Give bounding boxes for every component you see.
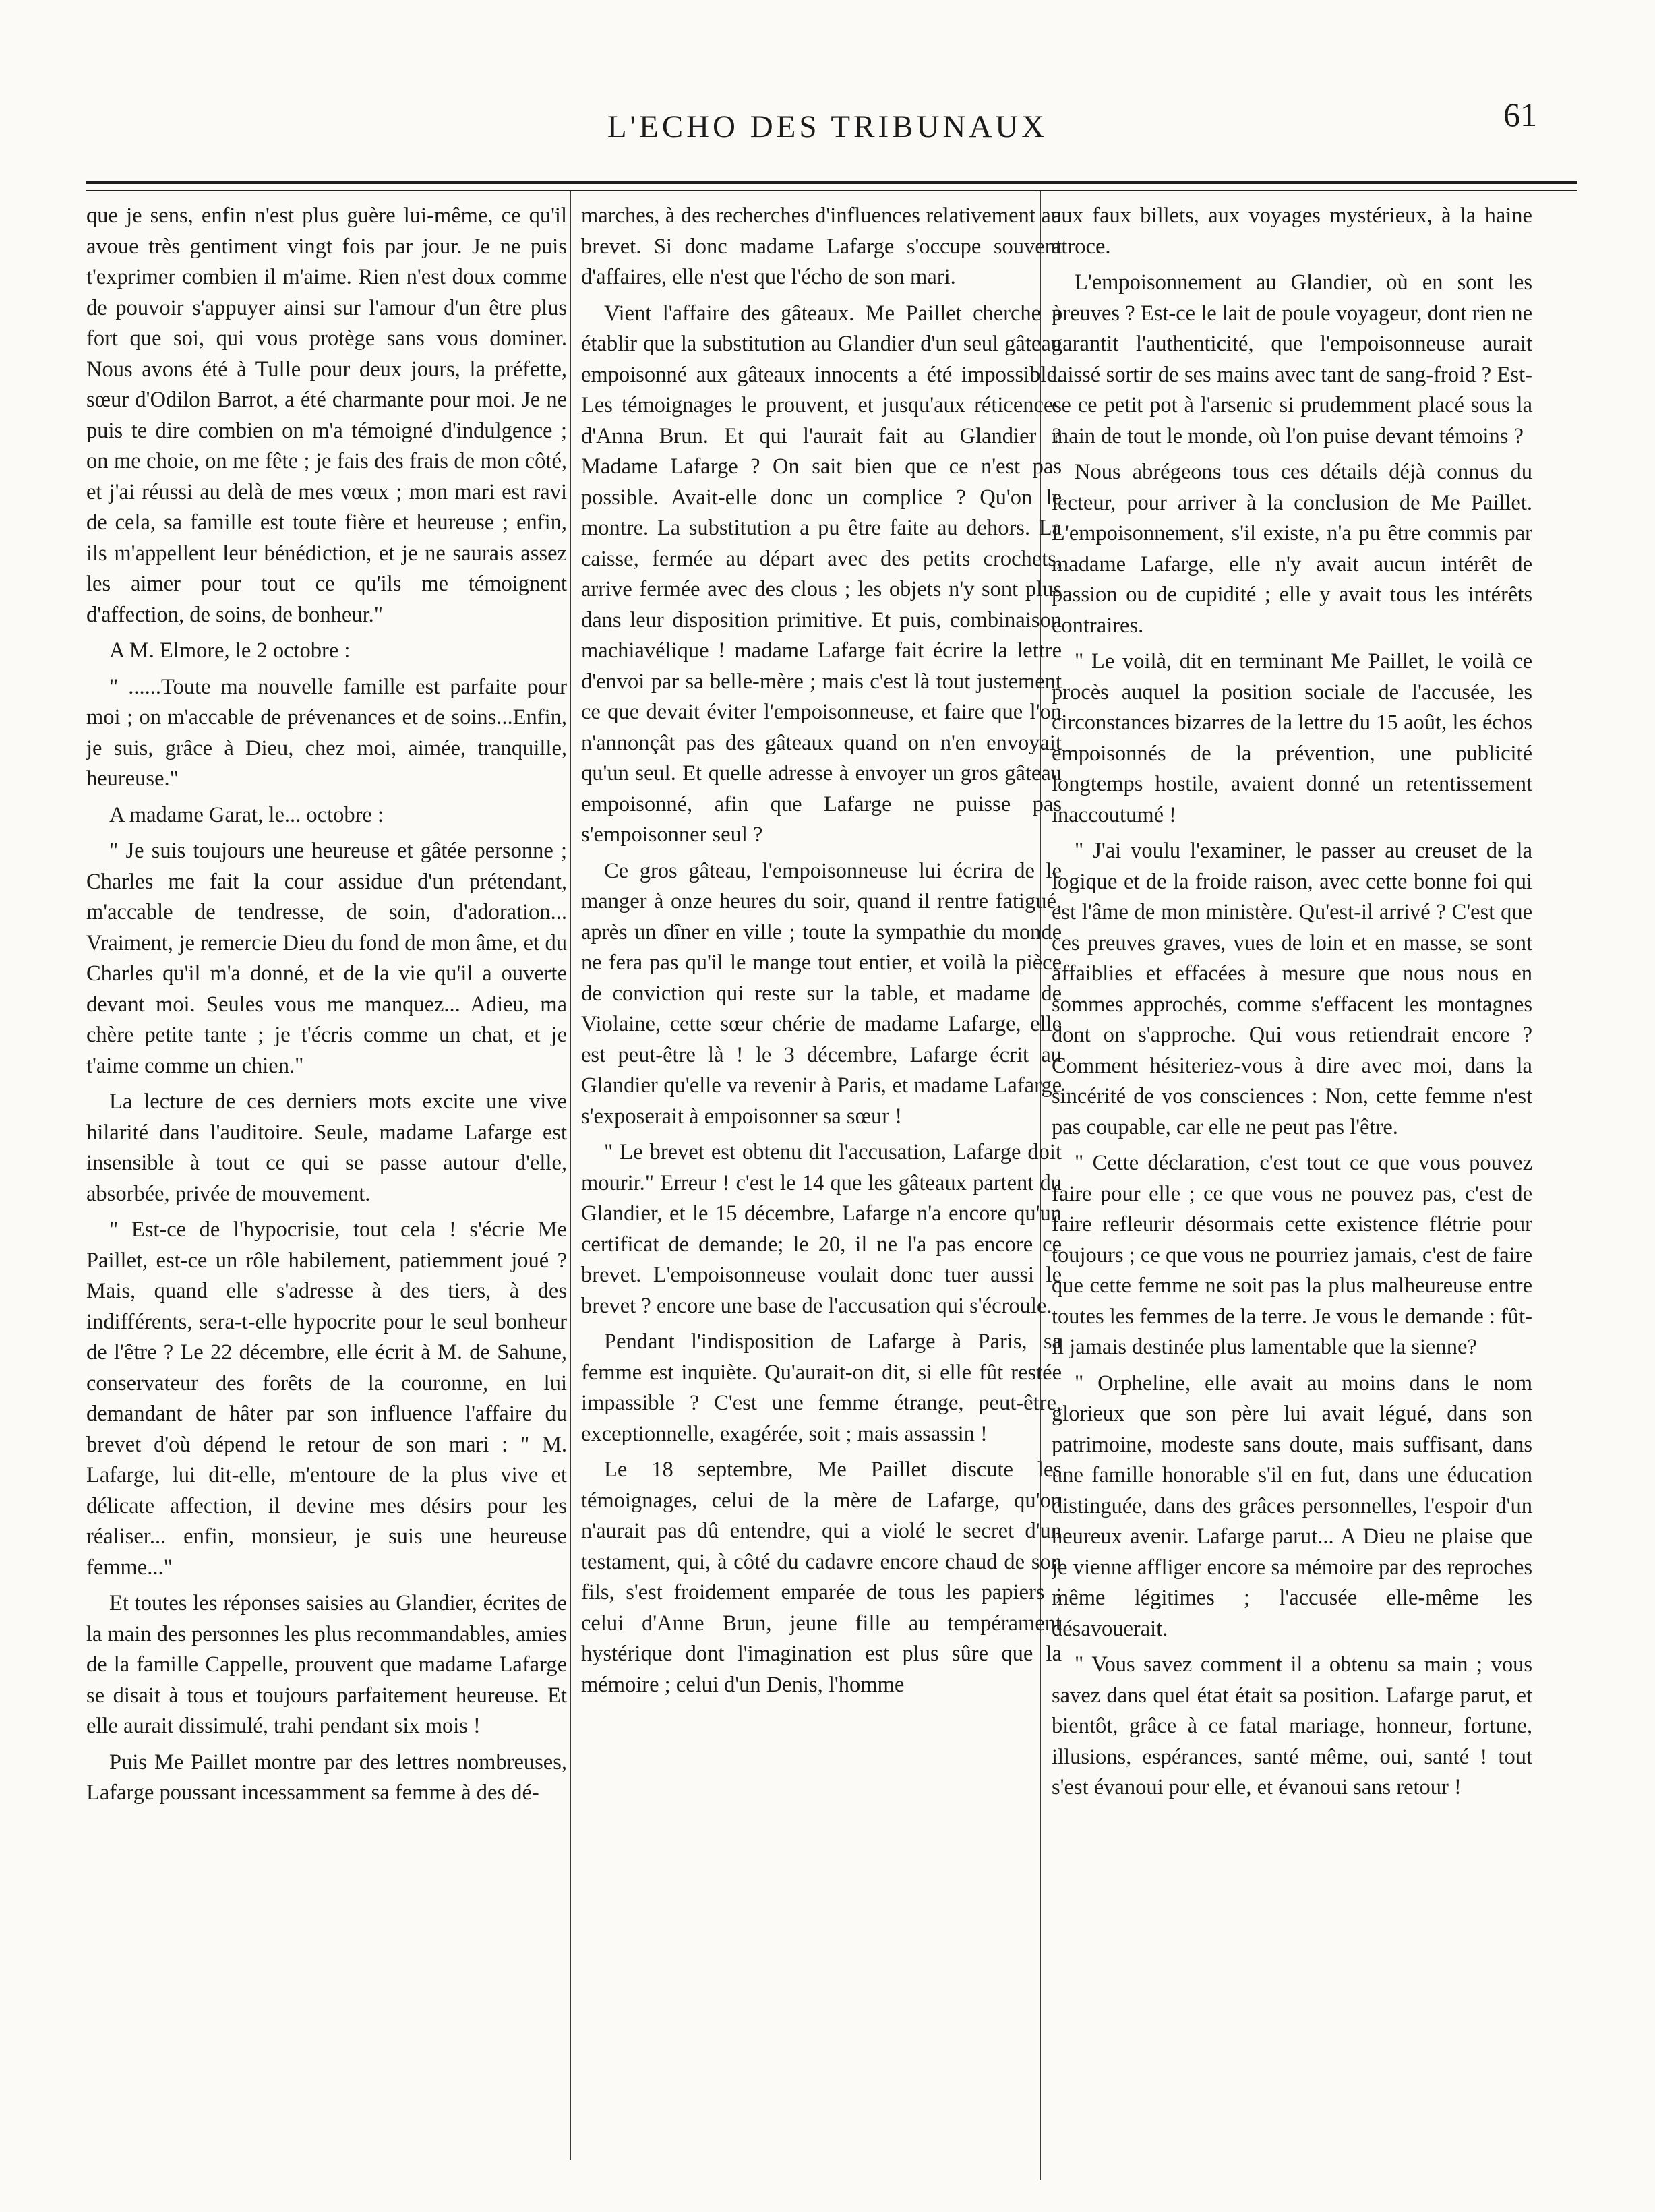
text-column-1 [86, 201, 567, 2190]
paragraph: L'empoisonnement au Glandier, où en sont les preuves ? Est-ce le lait de poule voyageur, dont rien ne garantit l'authenticité, que l'empoisonneuse aurait laissé sortir de ses mains avec tant de sang-froid ? Est-ce ce petit pot à l'arsenic si prudemment placé sous la main de tout le monde, où l'on puise devant témoins ? [1052, 270, 1532, 448]
paragraph: Nous abrégeons tous ces détails déjà connus du lecteur, pour arriver à la conclusion de Me Paillet. L'empoisonnement, s'il existe, n'a pu être commis par madame Lafarge, elle n'y avait aucun intérêt de passion ou de cupidité ; elle y avait tous les intérêts contraires. [1052, 460, 1532, 638]
paragraph: La lecture de ces derniers mots excite une vive hilarité dans l'auditoire. Seule, madame Lafarge est insensible à tout ce qui se passe autour d'elle, absorbée, privée de mouvement. [86, 1089, 567, 1206]
paragraph: " Je suis toujours une heureuse et gâtée personne ; Charles me fait la cour assidue d'un prétendant, m'accable de tendresse, de soin, d'adoration... Vraiment, je remercie Dieu du fond de mon âme, et du Charles qu'il m'a donné, et de la vie qu'il a ouverte devant moi. Seules vous me manquez... Adieu, ma chère petite tante ; je t'écris comme un chat, et je t'aime comme un chien." [86, 839, 567, 1078]
paragraph: " Le voilà, dit en terminant Me Paillet, le voilà ce procès auquel la position sociale de l'accusée, les circonstances bizarres de la lettre du 15 août, les échos empoisonnés de la prévention, une publicité longtemps hostile, avaient donné un retentissement inaccoutumé ! [1052, 649, 1532, 827]
paragraph: Pendant l'indisposition de Lafarge à Paris, sa femme est inquiète. Qu'aurait-on dit, si elle fût restée impassible ? C'est une femme étrange, peut-être, exceptionnelle, exagérée, soit ; mais assassin ! [581, 1329, 1062, 1446]
paragraph: A M. Elmore, le 2 octobre : [109, 638, 351, 663]
text-column-2 [581, 201, 1062, 2190]
paragraph: Et toutes les réponses saisies au Glandier, écrites de la main des personnes les plus recommandables, amies de la famille Cappelle, prouvent que madame Lafarge se disait à tous et toujours parfaitement heureuse. Et elle aurait dissimulé, trahi pendant six mois ! [86, 1591, 567, 1738]
paragraph: aux faux billets, aux voyages mystérieux, à la haine atroce. [1052, 204, 1532, 259]
paragraph: " Orpheline, elle avait au moins dans le nom glorieux que son père lui avait légué, dans son patrimoine, modeste sans doute, mais suffisant, dans une famille honorable s'il en fut, dans une éducation distinguée, dans des grâces personnelles, l'espoir d'un heureux avenir. Lafarge parut... A Dieu ne plaise que je vienne affliger encore sa mémoire par des reproches même légitimes ; l'accusée elle-même les désavouerait. [1052, 1371, 1532, 1641]
page-number: 61 [1503, 96, 1537, 133]
paragraph: Puis Me Paillet montre par des lettres nombreuses, Lafarge poussant incessamment sa femme à des dé- [86, 1750, 567, 1805]
journal-title: L'ECHO DES TRIBUNAUX [607, 109, 1048, 144]
column-divider-1 [570, 191, 571, 2160]
paragraph: Ce gros gâteau, l'empoisonneuse lui écrira de le manger à onze heures du soir, quand il rentre fatigué, après un dîner en ville ; toute la sympathie du monde ne fera pas qu'il le mange tout entier, et voilà la pièce de conviction qui reste sur la table, et madame de Violaine, cette sœur chérie de madame Lafarge, elle est peut-être là ! le 3 décembre, Lafarge écrit au Glandier qu'elle va revenir à Paris, et madame Lafarge s'exposerait à empoisonner sa sœur ! [581, 858, 1062, 1129]
page-header [0, 94, 1655, 155]
paragraph: " Vous savez comment il a obtenu sa main ; vous savez dans quel état était sa position. Lafarge parut, et bientôt, grâce à ce fatal mariage, honneur, fortune, illusions, espérances, santé même, oui, santé ! tout s'est évanoui pour elle, et évanoui sans retour ! [1052, 1652, 1532, 1799]
paragraph: marches, à des recherches d'influences relativement au brevet. Si donc madame Lafarge s'occupe souvent d'affaires, elle n'est que l'écho de son mari. [581, 204, 1062, 289]
paragraph: " J'ai voulu l'examiner, le passer au creuset de la logique et de la froide raison, avec cette bonne foi qui est l'âme de mon ministère. Qu'est-il arrivé ? C'est que ces preuves graves, vues de loin et en masse, se sont affaiblies et effacées à mesure que nous nous en sommes approchés, comme s'effacent les montagnes dont on s'approche. Qui vous retiendrait encore ? Comment hésiteriez-vous à dire avec moi, dans la sincérité de vos consciences : Non, cette femme n'est pas coupable, car elle ne peut pas l'être. [1052, 839, 1532, 1139]
paragraph: A madame Garat, le... octobre : [109, 802, 384, 827]
paragraph: " Est-ce de l'hypocrisie, tout cela ! s'écrie Me Paillet, est-ce un rôle habilement, patiemment joué ? Mais, quand elle s'adresse à des tiers, à des indifférents, sera-t-elle hypocrite pour le seul bonheur de l'être ? Le 22 décembre, elle écrit à M. de Sahune, conservateur des forêts de la couronne, en lui demandant de hâter par son influence l'affaire du brevet d'où dépend le retour de son mari : " M. Lafarge, lui dit-elle, m'entoure de la plus vive et délicate affection, il devine mes désirs pour les réaliser... enfin, monsieur, je suis une heureuse femme..." [86, 1218, 567, 1580]
paragraph: " Le brevet est obtenu dit l'accusation, Lafarge doit mourir." Erreur ! c'est le 14 que les gâteaux partent du Glandier, et le 15 décembre, Lafarge n'a encore qu'un certificat de demande; le 20, il ne l'a pas encore ce brevet. L'empoisonneuse voulait donc tuer aussi le brevet ? encore une base de l'accusation qui s'écroule. [581, 1140, 1062, 1318]
text-column-3 [1052, 201, 1532, 2190]
header-rule-thick [86, 181, 1577, 184]
header-rule-thin [86, 190, 1577, 191]
paragraph: Vient l'affaire des gâteaux. Me Paillet cherche à établir que la substitution au Glandier d'un seul gâteau empoisonné aux gâteaux innocents a été impossible. Les témoignages le prouvent, et jusqu'aux réticences d'Anna Brun. Et qui l'aurait fait au Glandier ? Madame Lafarge ? On sait bien que ce n'est pas possible. Avait-elle donc un complice ? Qu'on le montre. La substitution a pu être faite au dehors. La caisse, fermée au départ avec des petits crochets, arrive fermée avec des clous ; les objets n'y sont plus dans leur disposition primitive. Et puis, combinaison machiavélique ! madame Lafarge fait écrire la lettre d'envoi par sa belle-mère ; mais c'est là tout justement ce que devait éviter l'empoisonneuse, et faire que l'on n'annonçât pas des gâteaux quand on n'en envoyait qu'un seul. Et quelle adresse à envoyer un gros gâteau empoisonné, afin que Lafarge ne puisse pas s'empoisonner seul ? [581, 301, 1062, 847]
paragraph: que je sens, enfin n'est plus guère lui-même, ce qu'il avoue très gentiment vingt fois par jour. Je ne puis t'exprimer combien il m'aime. Rien n'est doux comme de pouvoir s'appuyer ainsi sur l'amour d'un être plus fort que soi, qui vous protège sans vous dominer. Nous avons été à Tulle pour deux jours, la préfette, sœur d'Odilon Barrot, a été charmante pour moi. Je ne puis te dire combien on m'a témoigné d'indulgence ; on me choie, on me fête ; je fais des frais de mon côté, et j'ai réussi au delà de mes vœux ; mon mari est ravi de cela, sa famille est toute fière et heureuse ; enfin, ils m'appellent leur bénédiction, et je ne saurais assez les aimer pour tout ce qu'ils me témoignent d'affection, de soins, de bonheur." [86, 204, 567, 627]
paragraph: " ......Toute ma nouvelle famille est parfaite pour moi ; on m'accable de prévenances et de soins...Enfin, je suis, grâce à Dieu, chez moi, aimée, tranquille, heureuse." [86, 674, 567, 791]
paragraph: " Cette déclaration, c'est tout ce que vous pouvez faire pour elle ; ce que vous ne pouvez pas, c'est de faire refleurir désormais cette existence flétrie pour toujours ; ce que vous ne pourriez jamais, c'est de faire que cette femme ne soit pas la plus malheureuse entre toutes les femmes de la terre. Je vous le demande : fût-il jamais destinée plus lamentable que la sienne? [1052, 1151, 1532, 1359]
paragraph: Le 18 septembre, Me Paillet discute les témoignages, celui de la mère de Lafarge, qu'on n'aurait pas dû entendre, qui a violé le secret d'un testament, qui, à côté du cadavre encore chaud de son fils, s'est froidement emparée de tous les papiers ; celui d'Anne Brun, jeune fille au tempérament hystérique dont l'imagination est plus sûre que la mémoire ; celui d'un Denis, l'homme [581, 1458, 1062, 1697]
